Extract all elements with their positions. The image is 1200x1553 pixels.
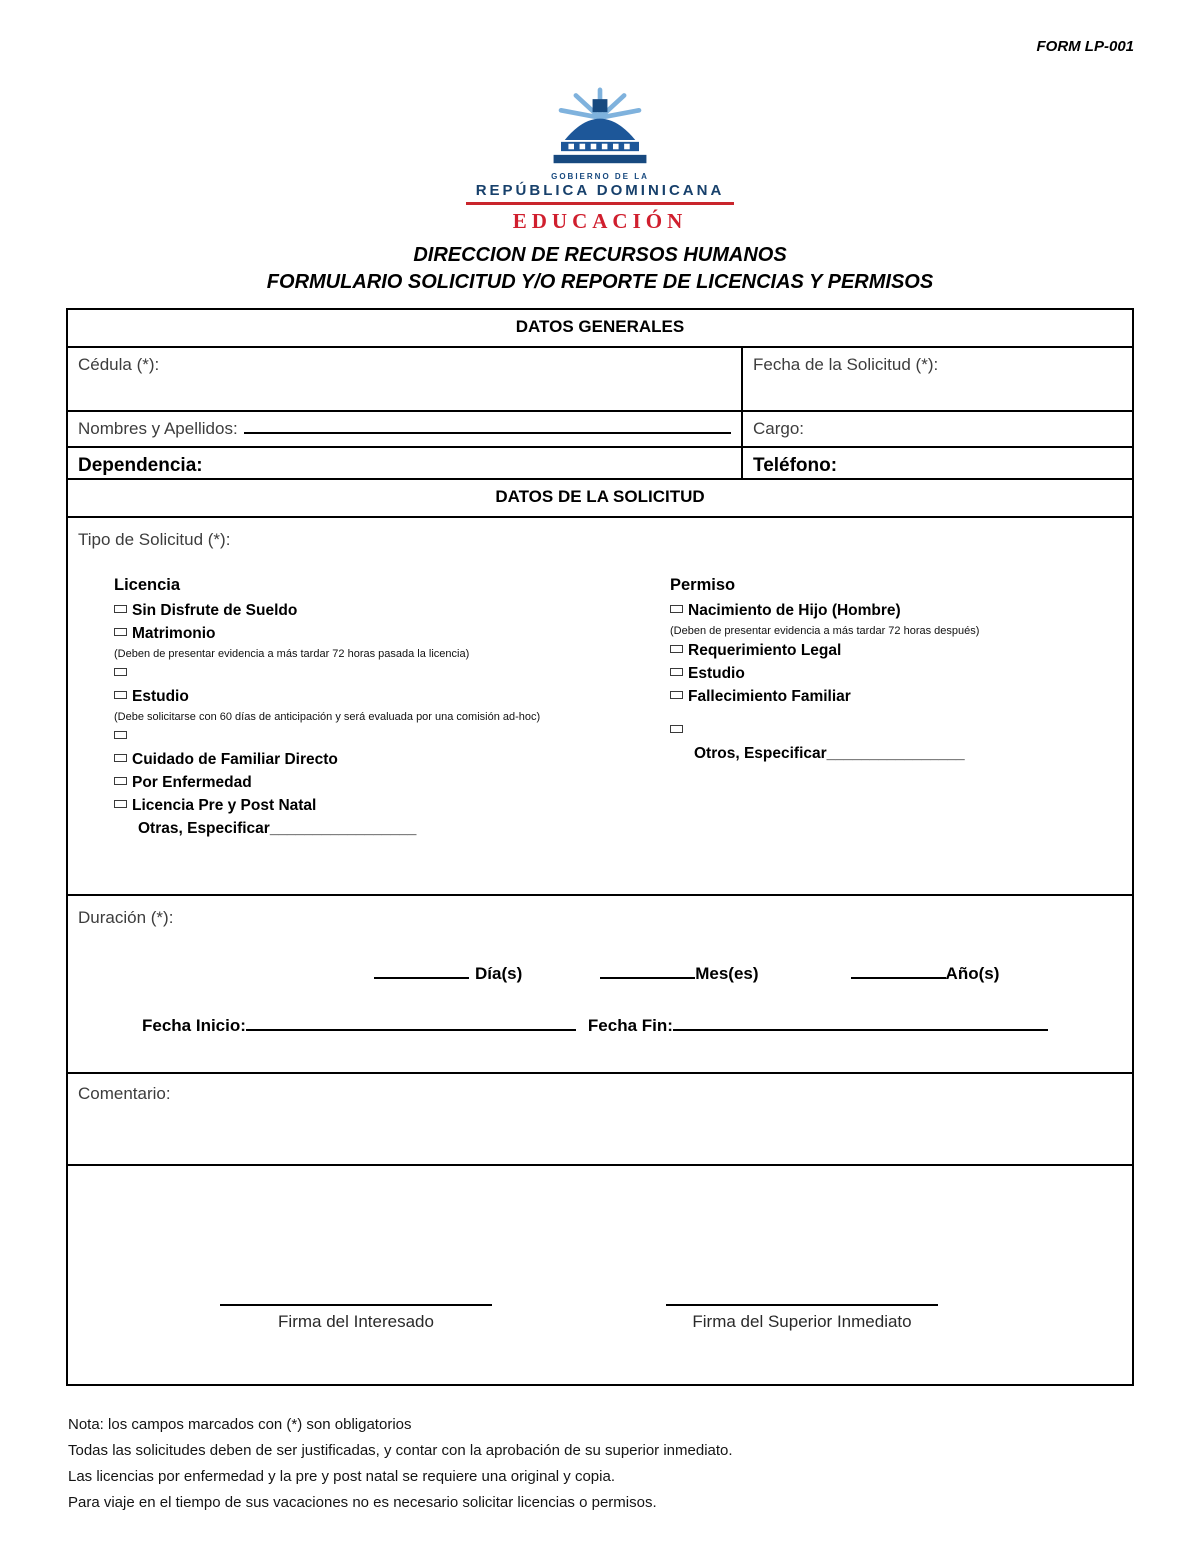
checkbox-icon[interactable] bbox=[114, 777, 127, 785]
firma-superior-line[interactable] bbox=[666, 1304, 938, 1306]
nombres-input-line[interactable] bbox=[244, 420, 731, 434]
permiso-column bbox=[658, 576, 1122, 843]
permiso-option-requerimiento-legal bbox=[670, 642, 1122, 660]
licencia-note-evidencia: (Deben de presentar evidencia a más tardar 72 horas pasada la licencia) bbox=[114, 647, 470, 660]
option-label: Nacimiento de Hijo (Hombre) bbox=[688, 601, 901, 619]
note-line-3: Las licencias por enfermedad y la pre y post natal se requiere una original y copia. bbox=[68, 1467, 615, 1485]
checkbox-icon[interactable] bbox=[670, 691, 683, 699]
licencia-option-pre-post-natal bbox=[114, 797, 658, 815]
checkbox-icon[interactable] bbox=[114, 628, 127, 636]
licencia-option-estudio bbox=[114, 688, 658, 706]
cedula-cell[interactable] bbox=[68, 348, 743, 410]
dias-label: Día(s) bbox=[475, 963, 523, 983]
duracion-values-line bbox=[78, 964, 1122, 984]
licencia-otras-especificar[interactable]: Otras, Especificar_________________ bbox=[138, 819, 417, 837]
option-label: Fallecimiento Familiar bbox=[688, 687, 851, 705]
telefono-label: Teléfono: bbox=[753, 454, 838, 476]
logo-pais-text: REPÚBLICA DOMINICANA bbox=[475, 182, 725, 200]
cargo-cell[interactable] bbox=[743, 412, 1132, 446]
option-label: Estudio bbox=[132, 687, 189, 705]
option-label: Cuidado de Familiar Directo bbox=[132, 750, 338, 768]
solicitud-options-columns bbox=[78, 576, 1122, 843]
logo-gobierno-text: GOBIERNO DE LA bbox=[551, 172, 649, 181]
firma-interesado-line[interactable] bbox=[220, 1304, 492, 1306]
checkbox-icon[interactable] bbox=[114, 800, 127, 808]
fecha-inicio-input-line[interactable] bbox=[246, 1017, 576, 1031]
comentario-label: Comentario: bbox=[78, 1083, 171, 1103]
option-label: Requerimiento Legal bbox=[688, 641, 842, 659]
logo-divider bbox=[466, 202, 734, 205]
fecha-fin-label: Fecha Fin: bbox=[587, 1015, 673, 1035]
checkbox-icon[interactable] bbox=[114, 605, 127, 613]
note-line-2: Todas las solicitudes deben de ser justificadas, y contar con la aprobación de su superior inmediato. bbox=[68, 1441, 733, 1459]
nombres-label: Nombres y Apellidos: bbox=[78, 418, 238, 438]
licencia-option-empty-1 bbox=[114, 665, 658, 683]
licencia-heading: Licencia bbox=[114, 575, 181, 594]
permiso-option-nacimiento bbox=[670, 602, 1122, 620]
anios-label: Año(s) bbox=[945, 963, 1000, 983]
government-logo bbox=[0, 0, 1200, 234]
row-firmas bbox=[68, 1164, 1132, 1384]
footer-notes bbox=[68, 1412, 1200, 1516]
checkbox-icon[interactable] bbox=[670, 605, 683, 613]
national-palace-dome-icon bbox=[535, 84, 665, 170]
licencia-option-sin-disfrute bbox=[114, 602, 658, 620]
title-line-2: FORMULARIO SOLICITUD Y/O REPORTE DE LICENCIAS Y PERMISOS bbox=[266, 270, 934, 293]
checkbox-icon[interactable] bbox=[114, 691, 127, 699]
meses-input-line[interactable] bbox=[600, 965, 695, 979]
dependencia-label: Dependencia: bbox=[78, 454, 203, 476]
row-tipo-solicitud bbox=[68, 516, 1132, 894]
dias-input-line[interactable] bbox=[374, 965, 469, 979]
permiso-option-empty bbox=[670, 722, 1122, 740]
checkbox-icon[interactable] bbox=[114, 668, 127, 676]
firma-superior-block bbox=[666, 1304, 938, 1332]
row-nombres bbox=[68, 410, 1132, 446]
form-code: FORM LP-001 bbox=[1036, 38, 1134, 55]
note-line-1: Nota: los campos marcados con (*) son obligatorios bbox=[68, 1415, 412, 1433]
logo-institucion-text: EDUCACIÓN bbox=[512, 209, 688, 234]
dependencia-cell[interactable] bbox=[68, 448, 743, 478]
tipo-solicitud-label: Tipo de Solicitud (*): bbox=[78, 529, 231, 549]
fecha-inicio-label: Fecha Inicio: bbox=[142, 1015, 246, 1035]
checkbox-icon[interactable] bbox=[670, 725, 683, 733]
firma-interesado-label: Firma del Interesado bbox=[278, 1311, 434, 1331]
fecha-fin-input-line[interactable] bbox=[673, 1017, 1048, 1031]
telefono-cell[interactable] bbox=[743, 448, 1132, 478]
option-label: Matrimonio bbox=[132, 624, 216, 642]
licencia-option-enfermedad bbox=[114, 774, 658, 792]
checkbox-icon[interactable] bbox=[114, 754, 127, 762]
meses-label: Mes(es) bbox=[695, 963, 759, 983]
document-title bbox=[0, 242, 1200, 296]
licencia-option-cuidado-familiar bbox=[114, 751, 658, 769]
permiso-note-evidencia: (Deben de presentar evidencia a más tardar 72 horas después) bbox=[670, 624, 980, 637]
cedula-label: Cédula (*): bbox=[78, 354, 160, 374]
option-label: Por Enfermedad bbox=[132, 773, 252, 791]
option-label: Estudio bbox=[688, 664, 745, 682]
fecha-solicitud-cell[interactable] bbox=[743, 348, 1132, 410]
duracion-fechas-line bbox=[142, 1016, 1122, 1036]
option-label: Licencia Pre y Post Natal bbox=[132, 796, 317, 814]
section-header-datos-solicitud: DATOS DE LA SOLICITUD bbox=[68, 478, 1132, 516]
permiso-otros-especificar[interactable]: Otros, Especificar________________ bbox=[694, 744, 965, 762]
checkbox-icon[interactable] bbox=[670, 645, 683, 653]
row-cedula bbox=[68, 346, 1132, 410]
licencia-note-estudio: (Debe solicitarse con 60 días de anticipación y será evaluada por una comisión ad-hoc) bbox=[114, 710, 541, 723]
firma-interesado-block bbox=[220, 1304, 492, 1332]
permiso-option-fallecimiento bbox=[670, 688, 1122, 706]
option-label: Sin Disfrute de Sueldo bbox=[132, 601, 298, 619]
section-header-datos-generales: DATOS GENERALES bbox=[515, 316, 685, 336]
form-table bbox=[66, 308, 1134, 1386]
permiso-heading: Permiso bbox=[670, 575, 736, 594]
anios-input-line[interactable] bbox=[851, 965, 946, 979]
row-duracion bbox=[68, 894, 1132, 1072]
nombres-cell[interactable] bbox=[68, 412, 743, 446]
cargo-label: Cargo: bbox=[753, 418, 805, 438]
row-dependencia bbox=[68, 446, 1132, 478]
permiso-option-estudio bbox=[670, 665, 1122, 683]
checkbox-icon[interactable] bbox=[114, 731, 127, 739]
row-comentario[interactable] bbox=[68, 1072, 1132, 1164]
checkbox-icon[interactable] bbox=[670, 668, 683, 676]
licencia-option-empty-2 bbox=[114, 728, 658, 746]
title-line-1: DIRECCION DE RECURSOS HUMANOS bbox=[413, 243, 787, 266]
fecha-solicitud-label: Fecha de la Solicitud (*): bbox=[753, 354, 939, 374]
firma-superior-label: Firma del Superior Inmediato bbox=[692, 1311, 912, 1331]
note-line-4: Para viaje en el tiempo de sus vacaciones no es necesario solicitar licencias o permisos. bbox=[68, 1493, 657, 1511]
licencia-option-matrimonio bbox=[114, 625, 658, 643]
duracion-label: Duración (*): bbox=[78, 907, 174, 927]
licencia-column bbox=[78, 576, 658, 843]
